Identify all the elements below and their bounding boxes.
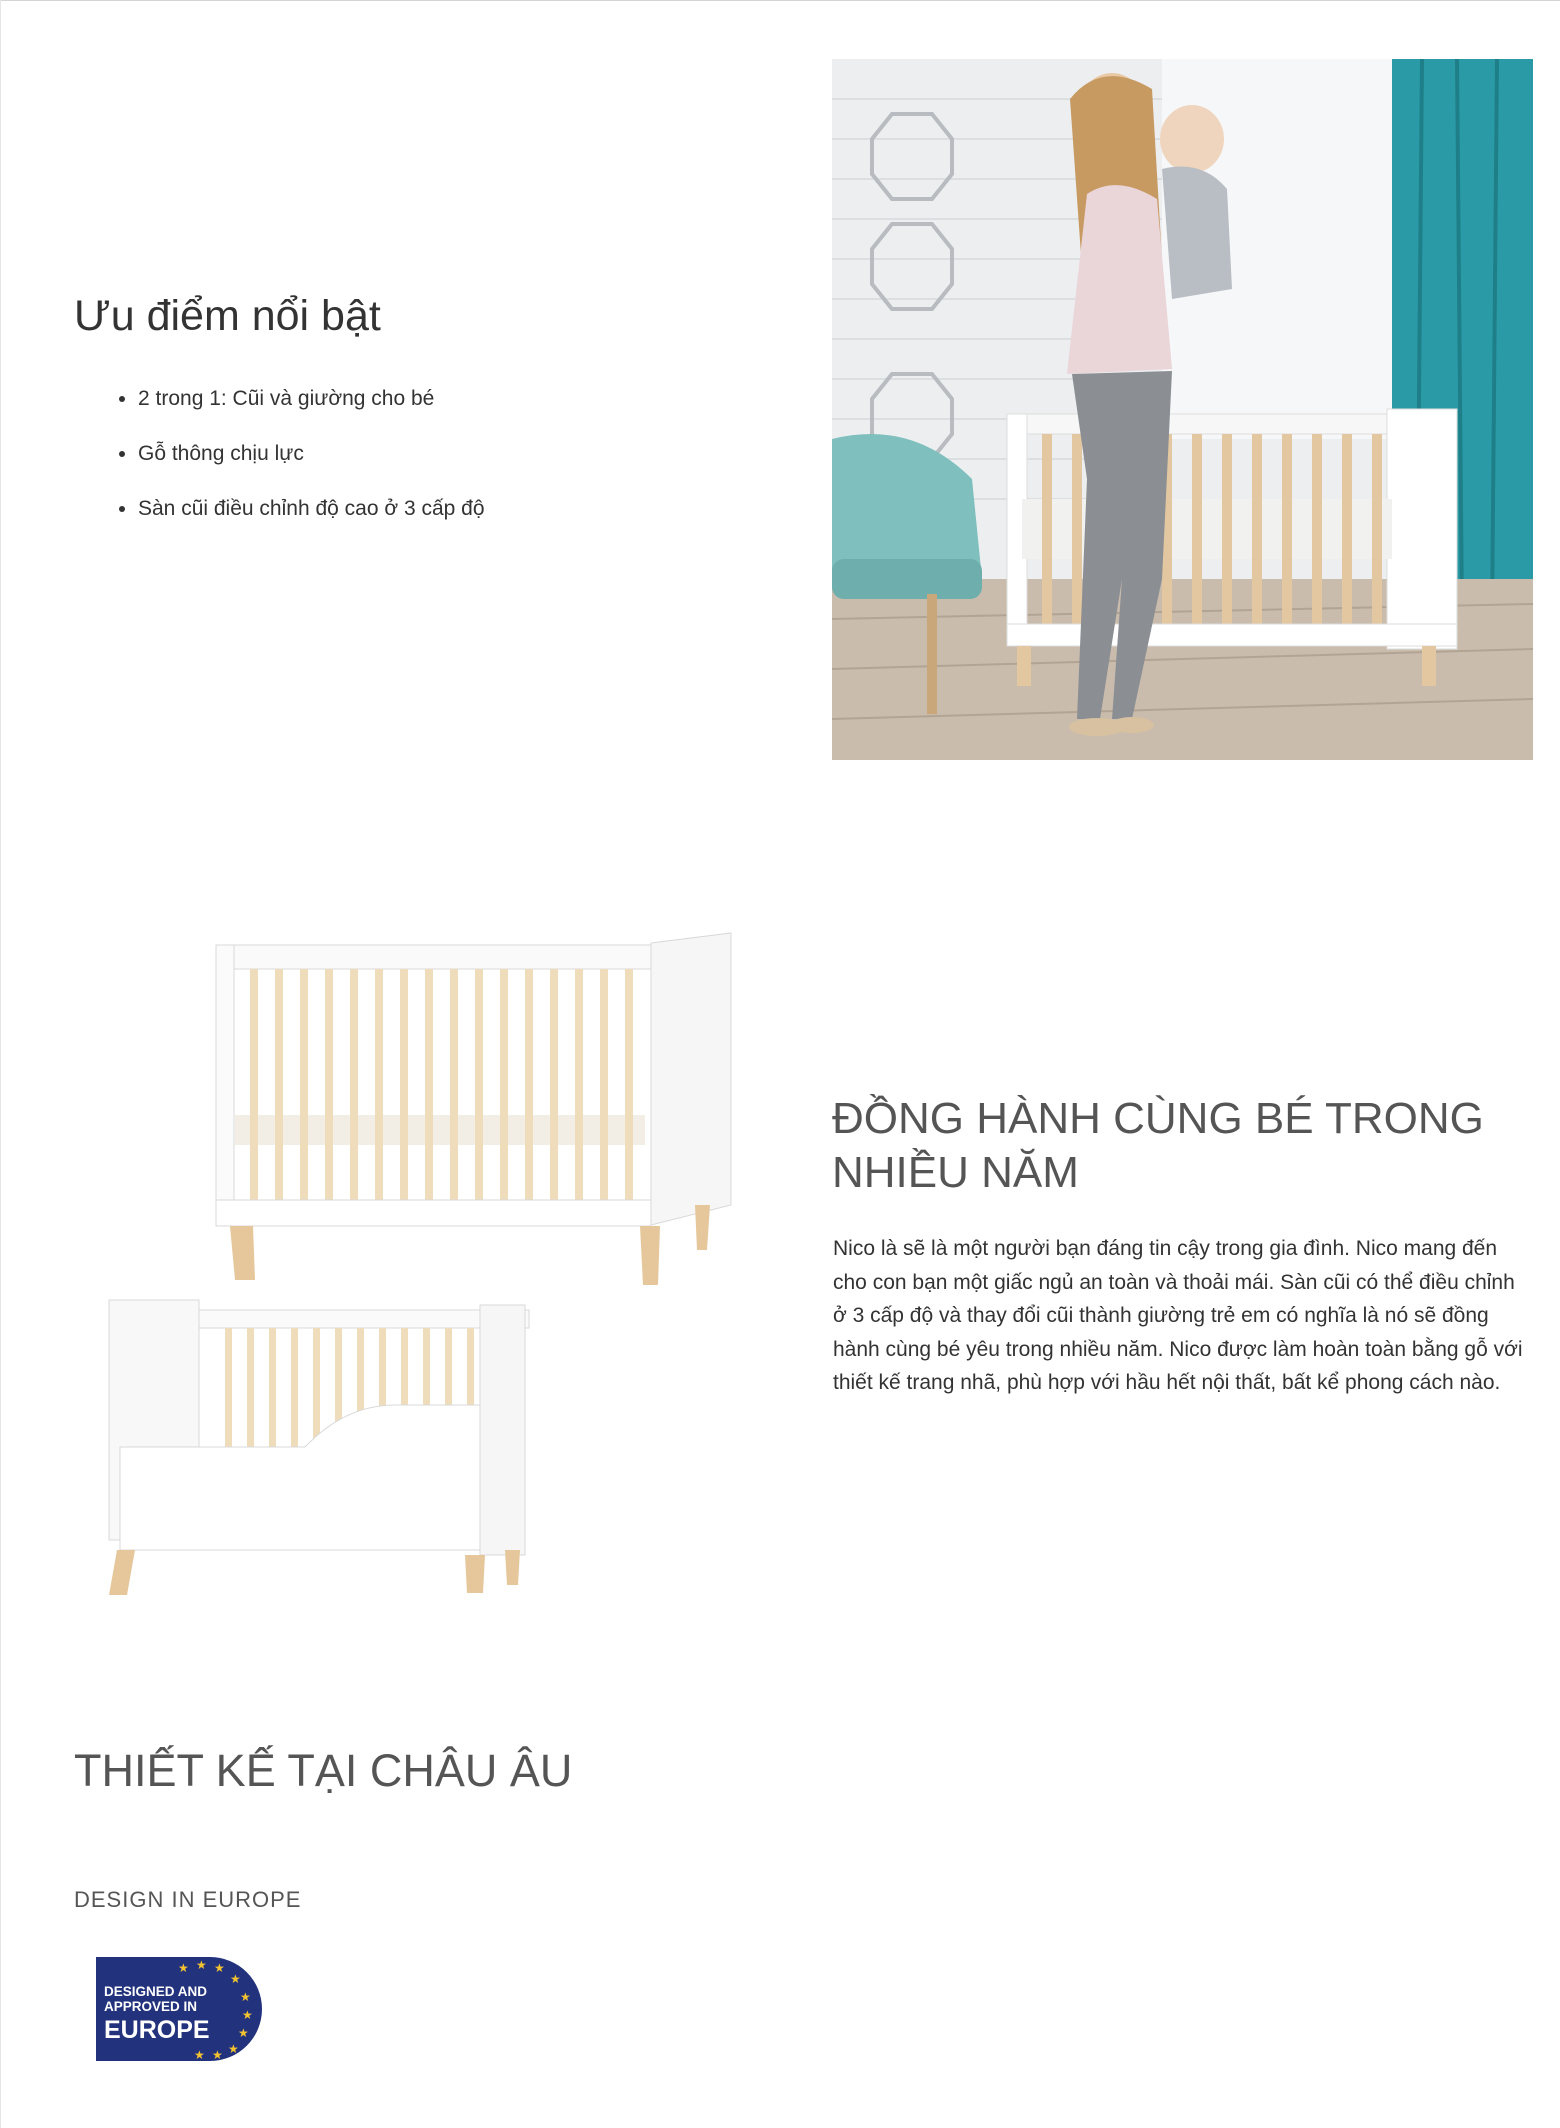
europe-title: THIẾT KẾ TẠI CHÂU ÂU [74, 1745, 573, 1796]
highlights-title: Ưu điểm nổi bật [74, 292, 381, 340]
svg-text:★: ★ [196, 1958, 207, 1972]
svg-text:★: ★ [228, 2042, 239, 2056]
svg-text:★: ★ [242, 2008, 253, 2022]
svg-text:APPROVED IN: APPROVED IN [104, 1999, 198, 2014]
lifestyle-photo [832, 59, 1533, 760]
svg-text:EUROPE: EUROPE [104, 2016, 210, 2044]
svg-text:★: ★ [238, 2026, 249, 2040]
highlights-list [100, 385, 485, 550]
svg-text:★: ★ [194, 2048, 205, 2062]
highlight-item: • Sàn cũi điều chỉnh độ cao ở 3 cấp độ [138, 495, 485, 550]
svg-text:DESIGNED AND: DESIGNED AND [104, 1984, 208, 1999]
highlight-item: • Gỗ thông chịu lực [138, 440, 485, 495]
svg-text:★: ★ [240, 1990, 251, 2004]
europe-subtitle: DESIGN IN EUROPE [74, 1887, 302, 1912]
designed-in-europe-badge [92, 1955, 262, 2063]
crib-product-image [95, 905, 755, 1595]
companion-title: ĐỒNG HÀNH CÙNG BÉ TRONG NHIỀU NĂM [832, 1094, 1484, 1197]
companion-description: Nico là sẽ là một người bạn đáng tin cậy trong gia đình. Nico mang đến cho con bạn một giấc ngủ an toàn và thoải mái. Sàn cũi có thể điều chỉnh ở 3 cấp độ và thay đổi cũi thành giường trẻ em có nghĩa là nó sẽ đồng hành cùng bé yêu trong nhiều năm. Nico được làm hoàn toàn bằng gỗ với thiết kế trang nhã, phù hợp với hầu hết nội thất, bất kể phong cách nào. [833, 1237, 1523, 1394]
svg-text:★: ★ [178, 1961, 189, 1975]
top-divider [0, 0, 1560, 1]
svg-text:★: ★ [230, 1972, 241, 1986]
svg-text:★: ★ [214, 1961, 225, 1975]
highlight-item: • 2 trong 1: Cũi và giường cho bé [138, 385, 485, 440]
left-border [0, 0, 1, 2128]
svg-text:★: ★ [212, 2048, 223, 2062]
